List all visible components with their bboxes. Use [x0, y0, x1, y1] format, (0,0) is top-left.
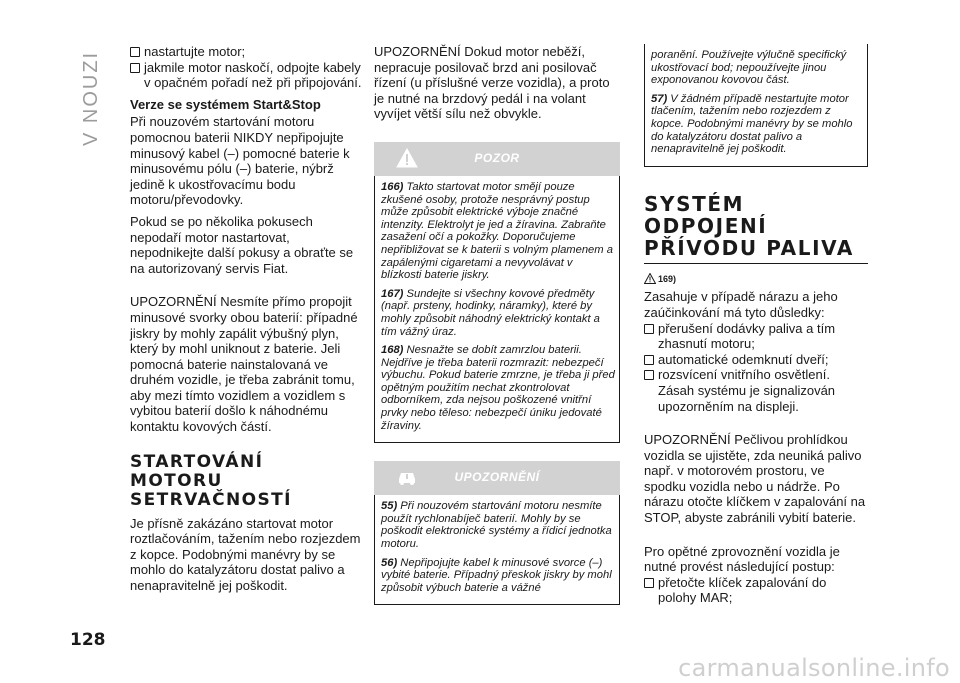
caution-label: UPOZORNĚNÍ	[454, 470, 540, 485]
checkbox-bullet-icon	[644, 355, 654, 365]
caution-header	[374, 461, 620, 495]
watermark: carmanualsonline.info	[678, 654, 950, 682]
caution-box	[374, 495, 620, 605]
section-heading: SYSTÉM ODPOJENÍ PŘÍVODU PALIVA	[644, 193, 868, 264]
paragraph: Zasahuje v případě nárazu a jeho zaúčinkování má tyto důsledky:	[644, 289, 838, 320]
caution-note-continued: poranění. Používejte výlučně specifický ukostřovací bod; nepoužívejte jinou exponovanou kovovou část.	[651, 49, 847, 87]
warning-box	[374, 176, 620, 443]
caution-note: 55) Při nouzovém startování motoru nesmíte použít rychlonabíječ baterií. Mohly by se poškodit elektronické systémy a řídicí jednotka motoru.	[381, 500, 612, 551]
caution-note: 56) Nepřipojujte kabel k minusové svorce (–) vybité baterie. Případný přeskok jiskry by mohl způsobit výbuch baterie a vážné	[381, 556, 612, 594]
caution-note: 57) V žádném případě nestartujte motor tlačením, tažením nebo rozjezdem z kopce. Podobnými manévry by se mohlo do katalyzátoru dostat palivo a nenapravitelně jej poškodit.	[651, 92, 853, 156]
chapter-title: V NOUZI	[80, 50, 102, 146]
list-item: rozsvícení vnitřního osvětlení. Zásah systému je signalizován upozorněním na displeji.	[644, 367, 868, 414]
warning-note: 168) Nesnažte se dobít zamrzlou baterii. Nejdříve je třeba baterii rozmrazit: nebezpečí výbuchu. Pokud baterie zmrzne, je třeba ji před opětným použitím nechat zkontrolovat odborníkem, zda nejsou poškozené vnitřní prvky nebo těleso: nebezpečí úniku jedovaté žíraviny.	[381, 344, 615, 432]
paragraph: Při nouzovém startování motoru pomocnou baterii NIKDY nepřipojujte minusový kabel (–) pomocné baterie k minusovému pólu (–) baterie, nýbrž jedině k ukostřovacímu bodu motoru/převodovky.	[130, 114, 350, 208]
warning-header	[374, 142, 620, 176]
column-3	[644, 44, 868, 606]
page-number: 128	[70, 630, 106, 650]
warning-note: 167) Sundejte si všechny kovové předměty (např. prsteny, hodinky, náramky), které by mohly způsobit náhodný elektrický kontakt a tím vážný úraz.	[381, 287, 600, 338]
checkbox-bullet-icon	[130, 47, 140, 57]
subheading: Verze se systémem Start&Stop	[130, 96, 321, 112]
reference: 169)	[644, 272, 868, 288]
paragraph: Pokud se po několika pokusech nepodaří motor nastartovat, nepodnikejte další pokusy a obraťte se na autorizovaný servis Fiat.	[130, 213, 354, 276]
paragraph: UPOZORNĚNÍ Dokud motor neběží, nepracuje posilovač brzd ani posilovač řízení (u příslušné verze vozidla), a proto je nutné na brzdový pedál i na volant vyvíjet větší sílu než obvykle.	[374, 44, 610, 122]
list-item: jakmile motor naskočí, odpojte kabely v opačném pořadí než při připojování.	[130, 60, 362, 91]
list-item: přetočte klíček zapalování do polohy MAR;	[644, 575, 868, 606]
paragraph: Pro opětné zprovoznění vozidla je nutné provést následující postup:	[644, 543, 840, 575]
checkbox-bullet-icon	[130, 63, 140, 73]
list-item: nastartujte motor;	[130, 44, 362, 60]
column-2	[374, 44, 620, 605]
checkbox-bullet-icon	[644, 370, 654, 380]
column-1	[130, 44, 362, 600]
caution-box-continued	[644, 44, 868, 167]
checkbox-bullet-icon	[644, 324, 654, 334]
section-heading: STARTOVÁNÍ MOTORU SETRVAČNOSTÍ	[130, 451, 292, 510]
warning-label: POZOR	[474, 151, 520, 166]
paragraph: Je přísně zakázáno startovat motor roztlačováním, tažením nebo rozjezdem z kopce. Podobnými manévry by se mohlo do katalyzátoru dostat palivo a nenapravitelně jej poškodit.	[130, 515, 361, 594]
paragraph: UPOZORNĚNÍ Pečlivou prohlídkou vozidla se ujistěte, zda neuniká palivo např. v motorovém prostoru, ve spodku vozidla nebo u nádrže. Po nárazu otočte klíčkem v zapalování na STOP, abyste zabránili vybití baterie.	[644, 432, 866, 526]
checkbox-bullet-icon	[644, 578, 654, 588]
warning-note: 166) Takto startovat motor smějí pouze zkušené osoby, protože nesprávný postup může způsobit elektrické výboje značné intenzity. Elektrolyt je jed a žíravina. Zabraňte zasažení očí a pokožky. Doporučujeme nepřibližovat se k baterii s volným plamenem a zapálenými cigaretami a nevyvolávat v blízkosti baterie jiskry.	[381, 180, 613, 282]
list-item: přerušení dodávky paliva a tím zhasnutí motoru;	[644, 321, 868, 352]
list-item: automatické odemknutí dveří;	[644, 352, 868, 368]
warning-triangle-icon	[644, 272, 656, 288]
heading-rule	[644, 263, 868, 264]
paragraph: UPOZORNĚNÍ Nesmíte přímo propojit minusové svorky obou baterií: případné jiskry by mohly zapálit výbušný plyn, který by mohl uniknout z baterie. Jeli pomocná baterie nainstalovaná ve druhém vozidle, je třeba zabránit tomu, aby mezi tímto vozidlem a vozidlem s vybitou baterií došlo k náhodnému kontaktu kovových částí.	[130, 294, 358, 435]
